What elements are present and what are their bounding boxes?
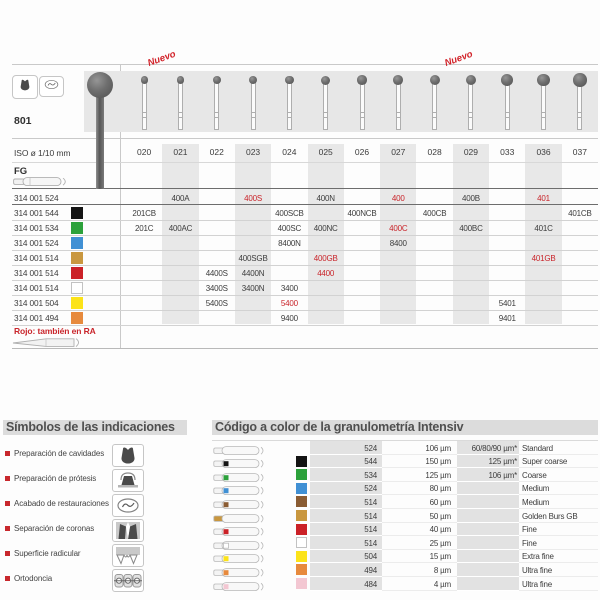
grit-code-cell: 514: [310, 509, 382, 523]
bur-code-cell: 400A: [171, 193, 190, 203]
grit-grain-cell: 4 µm: [382, 577, 457, 591]
crown-separation-icon: [112, 519, 144, 542]
grit-color-square: [296, 564, 307, 575]
grit-color-square: [71, 282, 83, 294]
article-number: 314 001 504: [14, 297, 59, 308]
orthodontics-icon: [112, 569, 144, 592]
row-separator: [12, 265, 598, 266]
bullet-icon: [5, 476, 10, 481]
symbols-heading-bar: [3, 420, 187, 435]
bur-code-cell: 201C: [134, 223, 154, 233]
bur-head: [357, 75, 366, 84]
article-number: 314 001 514: [14, 282, 59, 293]
bur-shank: [432, 83, 437, 130]
bur-collar: [505, 112, 510, 118]
iso-size-label: 027: [391, 147, 406, 157]
cavity-preparation-icon: [112, 444, 144, 467]
grit-grain-cell: 40 µm: [382, 523, 457, 537]
bur-shank: [577, 85, 582, 130]
nuevo-badge: Nuevo: [443, 48, 475, 69]
grit-color-square: [71, 207, 83, 219]
bur-collar: [360, 112, 365, 118]
bur-shank: [468, 83, 473, 130]
bur-code-cell: 4400N: [241, 268, 265, 278]
bur-row-background: [84, 71, 598, 132]
grit-bur-illustration: [213, 470, 267, 481]
bur-head: [321, 76, 330, 85]
iso-size-label: 025: [318, 147, 333, 157]
grit-code-cell: 544: [310, 455, 382, 469]
grit-name-cell: Ultra fine: [519, 563, 598, 577]
bur-head: [573, 73, 586, 86]
grit-grain-cell: 25 µm: [382, 536, 457, 550]
bur-code-cell: 400NC: [313, 223, 338, 233]
grit-bur-illustration: [213, 443, 267, 454]
bur-code-cell: 400CB: [422, 208, 447, 218]
grit-code-cell: 494: [310, 563, 382, 577]
symbols-heading: Símbolos de las indicaciones: [6, 420, 175, 434]
grit-name-cell: Ultra fine: [519, 577, 598, 591]
bur-head: [177, 76, 185, 84]
top-section-bottom-rule: [12, 348, 598, 349]
fg-bur-illustration: [13, 174, 71, 192]
bur-code-cell: 9400: [280, 313, 298, 323]
grit-code-cell: 514: [310, 495, 382, 509]
bur-shank: [251, 82, 256, 130]
article-number: 314 001 524: [14, 192, 59, 203]
iso-size-label: 029: [463, 147, 479, 157]
article-number: 314 001 534: [14, 222, 59, 233]
grit-color-square: [71, 252, 83, 264]
symbol-item-label: Separación de coronas: [14, 524, 95, 533]
grit-color-square: [296, 456, 307, 467]
bur-collar: [396, 112, 401, 118]
bur-code-cell: 5400S: [205, 298, 228, 308]
symbol-item-label: Ortodoncia: [14, 574, 53, 583]
bur-code-cell: 400B: [461, 193, 480, 203]
grit-color-square: [296, 578, 307, 589]
grit-bur-illustration: [213, 511, 267, 522]
bur-code-cell: 3400S: [205, 283, 228, 293]
grit-color-square: [296, 496, 307, 507]
grit-name-cell: Medium: [519, 495, 598, 509]
bur-code-cell: 400AC: [168, 223, 193, 233]
grit-extra-cell: [457, 536, 519, 550]
bur-head: [430, 75, 440, 85]
bullet-icon: [5, 451, 10, 456]
bur-shank: [323, 83, 328, 131]
bur-collar: [287, 112, 292, 118]
article-number: 314 001 524: [14, 237, 59, 248]
bur-collar: [468, 112, 473, 118]
grit-extra-cell: [457, 495, 519, 509]
bur-shank: [214, 82, 219, 130]
bur-code-cell: 401C: [534, 223, 553, 233]
iso-size-label: 021: [173, 147, 188, 157]
bur-code-cell: 400NCB: [347, 208, 377, 218]
prosthesis-preparation-icon: [112, 469, 144, 492]
iso-size-label: 037: [572, 147, 587, 157]
iso-size-label: 036: [536, 147, 551, 157]
bur-shank: [505, 84, 510, 130]
grit-code-cell: 524: [310, 482, 382, 496]
grit-color-square: [71, 222, 83, 234]
bur-code-cell: 201CB: [132, 208, 156, 218]
symbol-item-label: Preparación de cavidades: [14, 449, 105, 458]
grit-extra-cell: 125 µm*: [457, 455, 519, 469]
showcase-bur-head: [87, 72, 113, 98]
row-separator: [12, 220, 598, 221]
article-number: 314 001 514: [14, 267, 59, 278]
grit-grain-cell: 8 µm: [382, 563, 457, 577]
grit-code-cell: 514: [310, 523, 382, 537]
red-note: Rojo: también en RA: [14, 326, 96, 336]
grit-color-square: [296, 483, 307, 494]
bur-collar: [178, 112, 183, 118]
grit-extra-cell: 106 µm*: [457, 468, 519, 482]
grit-grain-cell: 80 µm: [382, 482, 457, 496]
iso-size-label: 023: [245, 147, 261, 157]
row-separator: [12, 235, 598, 236]
nuevo-badge: Nuevo: [146, 48, 178, 69]
bur-code-cell: 3400N: [241, 283, 265, 293]
bur-code-cell: 9401: [498, 313, 516, 323]
grit-name-cell: Super coarse: [519, 455, 598, 469]
bur-code-cell: 401GB: [531, 253, 556, 263]
iso-size-label: 022: [209, 147, 224, 157]
grit-bur-illustration: [213, 538, 267, 549]
showcase-bur-shank: [96, 93, 104, 189]
grit-color-square: [296, 537, 307, 548]
grit-extra-cell: [457, 550, 519, 564]
bur-shank: [287, 82, 292, 130]
bullet-icon: [5, 551, 10, 556]
bur-code-cell: 400S: [244, 193, 263, 203]
bur-shank: [178, 82, 183, 130]
grit-color-square: [296, 469, 307, 480]
grit-bur-illustration: [213, 483, 267, 494]
grit-grain-cell: 15 µm: [382, 550, 457, 564]
row-separator: [12, 280, 598, 281]
bur-code-cell: 400C: [389, 223, 408, 233]
article-number: 314 001 544: [14, 207, 59, 218]
article-number: 314 001 514: [14, 252, 59, 263]
symbol-item-label: Superficie radicular: [14, 549, 81, 558]
iso-size-label: 024: [282, 147, 297, 157]
bur-head: [141, 76, 148, 83]
bur-code-cell: 400N: [316, 193, 335, 203]
symbol-item-label: Acabado de restauraciones: [14, 499, 109, 508]
restoration-finishing-icon: [42, 77, 61, 97]
bur-shank: [541, 84, 546, 130]
grit-name-cell: Medium: [519, 482, 598, 496]
grit-code-cell: 524: [310, 441, 382, 455]
shank-type-label: FG: [14, 166, 28, 177]
iso-size-label: 028: [427, 147, 442, 157]
grit-extra-cell: [457, 523, 519, 537]
grit-extra-cell: 60/80/90 µm*: [457, 441, 519, 455]
bur-code-cell: 3400: [280, 283, 298, 293]
grit-grain-cell: 125 µm: [382, 468, 457, 482]
grit-name-cell: Coarse: [519, 468, 598, 482]
grit-color-square: [71, 312, 83, 324]
bur-collar: [142, 112, 147, 118]
row-separator: [12, 295, 598, 296]
grit-bur-illustration: [213, 497, 267, 508]
iso-size-label: 020: [137, 147, 152, 157]
grit-name-cell: Fine: [519, 536, 598, 550]
bullet-icon: [5, 501, 10, 506]
grit-extra-cell: [457, 563, 519, 577]
bur-collar: [432, 112, 437, 118]
bur-code-cell: 400: [391, 193, 405, 203]
bur-code-cell: 5400: [280, 298, 298, 308]
grit-name-cell: Fine: [519, 523, 598, 537]
bur-code-cell: 400BC: [459, 223, 483, 233]
restoration-finishing-icon: [112, 494, 144, 517]
grit-heading-bar: [212, 420, 598, 435]
iso-size-label: 026: [354, 147, 370, 157]
grit-code-cell: 504: [310, 550, 382, 564]
bur-code-cell: 401: [537, 193, 550, 203]
bullet-icon: [5, 526, 10, 531]
grit-grain-cell: 50 µm: [382, 509, 457, 523]
indication-box-2: [39, 76, 64, 97]
bur-code-cell: 400SGB: [238, 253, 268, 263]
bullet-icon: [5, 576, 10, 581]
grit-color-square: [296, 510, 307, 521]
bur-head: [285, 76, 294, 85]
grit-bur-illustration: [213, 579, 267, 590]
bur-code-cell: 4400S: [205, 268, 228, 278]
bur-collar: [323, 112, 328, 118]
bur-code-cell: 400SC: [277, 223, 302, 233]
grit-bur-illustration: [213, 551, 267, 562]
row-separator: [12, 310, 598, 311]
grit-extra-cell: [457, 577, 519, 591]
bur-shank: [142, 82, 147, 130]
grit-code-cell: 534: [310, 468, 382, 482]
iso-row-label: ISO ø 1/10 mm: [14, 148, 71, 158]
grit-grain-cell: 60 µm: [382, 495, 457, 509]
bur-series-code: 801: [14, 115, 32, 127]
row-separator: [12, 250, 598, 251]
bur-code-cell: 8400N: [278, 238, 301, 248]
grit-color-square: [296, 524, 307, 535]
grit-name-cell: Extra fine: [519, 550, 598, 564]
bur-shank: [396, 83, 401, 130]
grit-bur-illustration: [213, 456, 267, 467]
grit-color-square: [296, 551, 307, 562]
grit-bur-illustration: [213, 565, 267, 576]
grit-heading: Código a color de la granulometría Intensiv: [215, 420, 464, 434]
grit-code-cell: 514: [310, 536, 382, 550]
root-surface-icon: [112, 544, 144, 567]
cavity-preparation-icon: [15, 76, 35, 99]
bur-shank: [360, 83, 365, 130]
bur-collar: [214, 112, 219, 118]
grit-grain-cell: 106 µm: [382, 441, 457, 455]
grit-extra-cell: [457, 509, 519, 523]
grit-name-cell: Standard: [519, 441, 598, 455]
bur-code-cell: 400GB: [313, 253, 338, 263]
row-separator: [12, 325, 598, 326]
grit-bur-illustration: [213, 524, 267, 535]
grit-extra-cell: [457, 482, 519, 496]
grit-color-square: [71, 237, 83, 249]
grit-grain-cell: 150 µm: [382, 455, 457, 469]
rule-dark: [12, 204, 598, 205]
ra-bur-illustration: [12, 335, 88, 353]
bur-head: [213, 76, 221, 84]
bur-code-cell: 8400: [389, 238, 407, 248]
top-rule: [12, 64, 598, 65]
iso-size-label: 033: [500, 147, 515, 157]
grit-color-square: [71, 297, 83, 309]
bur-code-cell: 400SCB: [275, 208, 304, 218]
symbol-item-label: Preparación de prótesis: [14, 474, 97, 483]
bur-code-cell: 401CB: [568, 208, 592, 218]
bur-collar: [541, 112, 546, 118]
bur-code-cell: 4400: [317, 268, 335, 278]
indication-box-1: [12, 75, 38, 99]
bur-head: [393, 75, 403, 85]
article-number: 314 001 494: [14, 312, 59, 323]
bur-collar: [251, 112, 256, 118]
grit-name-cell: Golden Burs GB: [519, 509, 598, 523]
grit-color-square: [71, 267, 83, 279]
bur-collar: [577, 112, 582, 118]
grit-code-cell: 484: [310, 577, 382, 591]
bur-code-cell: 5401: [498, 298, 516, 308]
